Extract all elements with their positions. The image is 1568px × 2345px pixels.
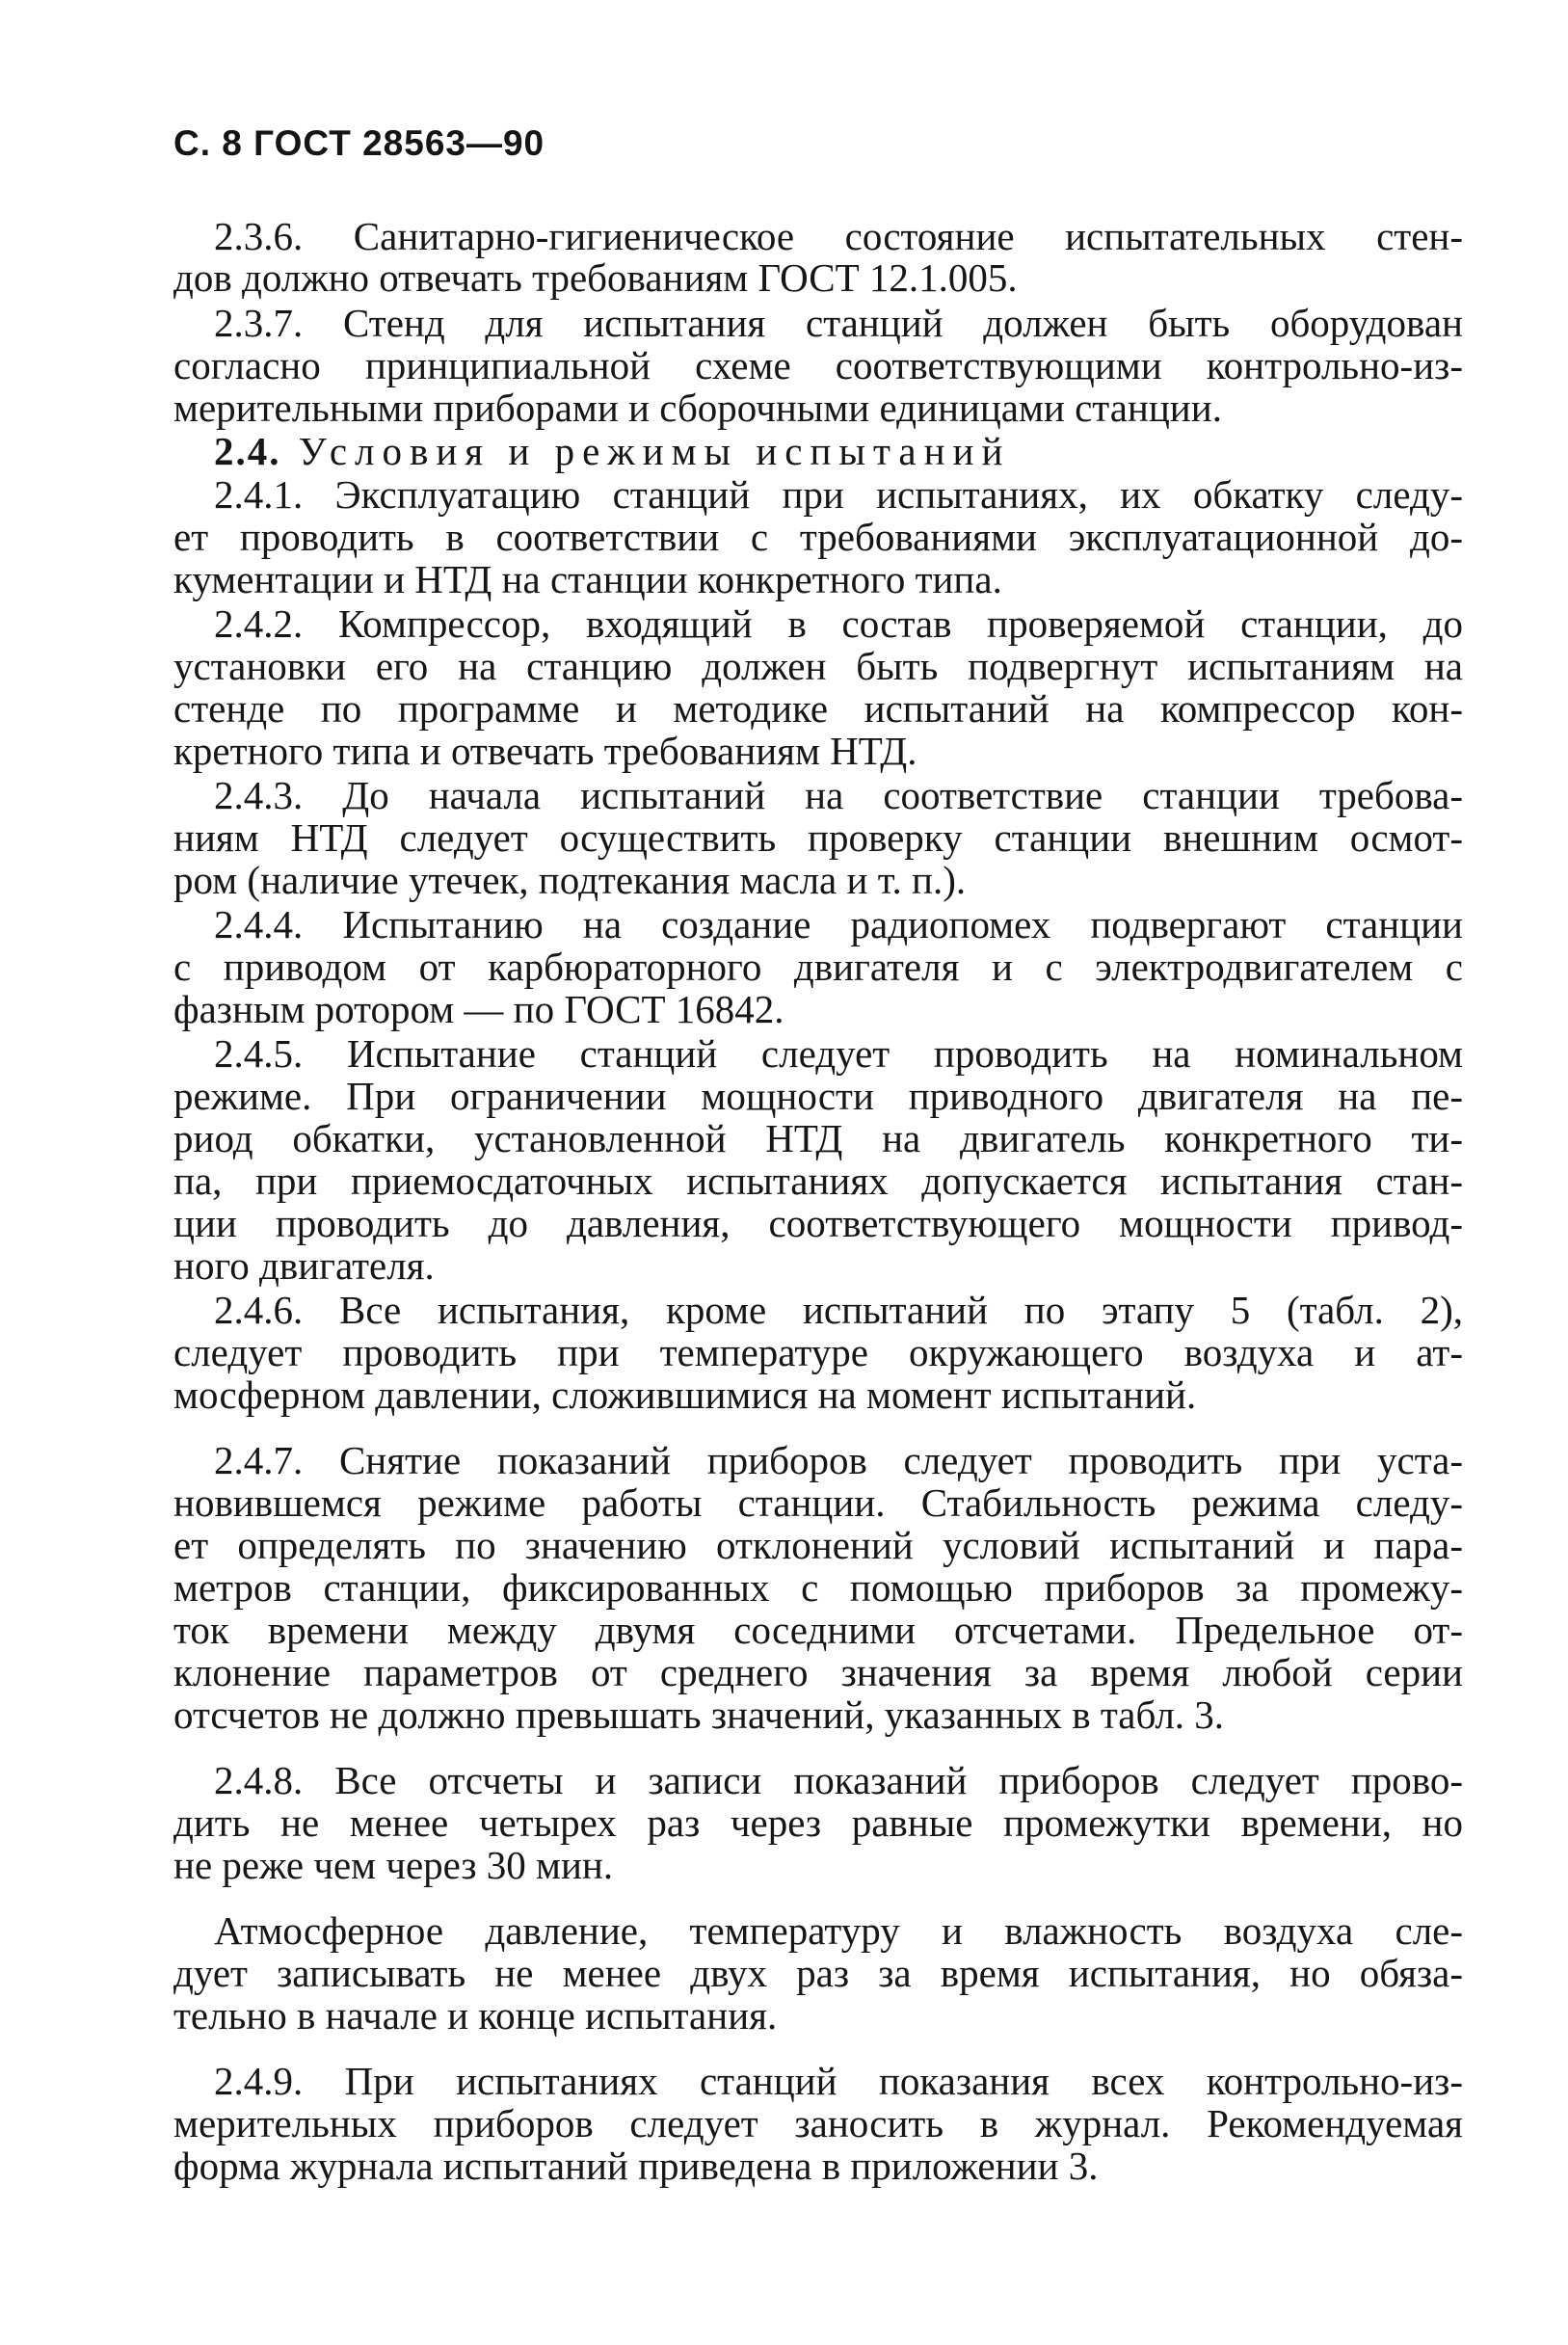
paragraph-line: установки его на станцию должен быть подвергнут испытаниям на (173, 644, 1463, 688)
paragraph-line: 2.3.6. Санитарно-гигиеническое состояние испытательных стен- (214, 214, 1463, 258)
paragraph-line: 2.4.3. До начала испытаний на соответствие станции требова- (214, 773, 1463, 817)
paragraph-line: фазным ротором — по ГОСТ 16842. (173, 987, 784, 1031)
paragraph-line: 2.4.1. Эксплуатацию станций при испытаниях, их обкатку следу- (214, 472, 1463, 517)
paragraph-line: дить не менее четырех раз через равные промежутки времени, но (173, 1800, 1463, 1845)
paragraph-line: 2.4.9. При испытаниях станций показания всех контрольно-из- (214, 2059, 1463, 2103)
paragraph-line: следует проводить при температуре окружающего воздуха и ат- (173, 1330, 1463, 1374)
paragraph-line: клонение параметров от среднего значения за время любой серии (173, 1650, 1463, 1694)
paragraph-line: с приводом от карбюраторного двигателя и с электродвигателем с (173, 945, 1463, 989)
paragraph-line: 2.4.7. Снятие показаний приборов следует проводить при уста- (214, 1438, 1463, 1482)
paragraph-line: режиме. При ограничении мощности приводного двигателя на пе- (173, 1074, 1463, 1118)
paragraph-line: новившемся режиме работы станции. Стабильность режима следу- (173, 1480, 1463, 1525)
paragraph-line: 2.4.8. Все отсчеты и записи показаний приборов следует прово- (214, 1758, 1463, 1802)
paragraph-line: форма журнала испытаний приведена в приложении 3. (173, 2144, 1099, 2188)
section-heading (214, 427, 1503, 475)
paragraph-line: Атмосферное давление, температуру и влажность воздуха сле- (214, 1908, 1463, 1953)
paragraph-line: мерительными приборами и сборочными единицами станции. (173, 386, 1222, 430)
paragraph-line: кументации и НТД на станции конкретного типа. (173, 557, 1002, 601)
paragraph-line: 2.4.4. Испытанию на создание радиопомех подвергают станции (214, 902, 1463, 946)
paragraph-line: кретного типа и отвечать требованиям НТД. (173, 729, 917, 773)
paragraph-line: не реже чем через 30 мин. (173, 1843, 614, 1887)
paragraph-line: мосферном давлении, сложившимися на момент испытаний. (173, 1372, 1197, 1417)
paragraph-line: ток времени между двумя соседними отсчетами. Предельное от- (173, 1608, 1463, 1652)
paragraph-line: 2.4.5. Испытание станций следует проводить на номинальном (214, 1031, 1463, 1076)
paragraph-line: па, при приемосдаточных испытаниях допускается испытания стан- (173, 1159, 1463, 1203)
section-heading-number: 2.4. (214, 429, 281, 473)
paragraph-line: отсчетов не должно превышать значений, указанных в табл. 3. (173, 1692, 1225, 1737)
paragraph-line: мерительных приборов следует заносить в журнал. Рекомендуемая (173, 2101, 1463, 2145)
paragraph-line: ниям НТД следует осуществить проверку станции внешним осмот- (173, 815, 1463, 860)
paragraph-line: ного двигателя. (173, 1243, 435, 1288)
paragraph-line: согласно принципиальной схеме соответствующими контрольно-из- (173, 343, 1463, 387)
paragraph-line: 2.3.7. Стенд для испытания станций должен быть оборудован (214, 301, 1463, 345)
page-header: С. 8 ГОСТ 28563—90 (173, 123, 545, 163)
paragraph-line: ет проводить в соответствии с требованиями эксплуатационной до- (173, 515, 1463, 559)
paragraph-line: риод обкатки, установленной НТД на двигатель конкретного ти- (173, 1116, 1463, 1160)
paragraph-line: ром (наличие утечек, подтекания масла и т. п.). (173, 858, 967, 902)
paragraph-line: 2.4.6. Все испытания, кроме испытаний по этапу 5 (табл. 2), (214, 1288, 1463, 1332)
paragraph-line: дов должно отвечать требованиям ГОСТ 12.1.005. (173, 255, 1018, 300)
paragraph-line: стенде по программе и методике испытаний на компрессор кон- (173, 686, 1463, 731)
paragraph-line: ции проводить до давления, соответствующего мощности привод- (173, 1201, 1463, 1245)
paragraph-line: метров станции, фиксированных с помощью приборов за промежу- (173, 1565, 1463, 1610)
paragraph-line: тельно в начале и конце испытания. (173, 1993, 778, 2038)
section-heading-title: Условия и режимы испытаний (298, 429, 1011, 473)
paragraph-line: ет определять по значению отклонений условий испытаний и пара- (173, 1523, 1463, 1567)
paragraph-line: дует записывать не менее двух раз за время испытания, но обяза- (173, 1951, 1463, 1995)
paragraph-line: 2.4.2. Компрессор, входящий в состав проверяемой станции, до (214, 601, 1463, 646)
